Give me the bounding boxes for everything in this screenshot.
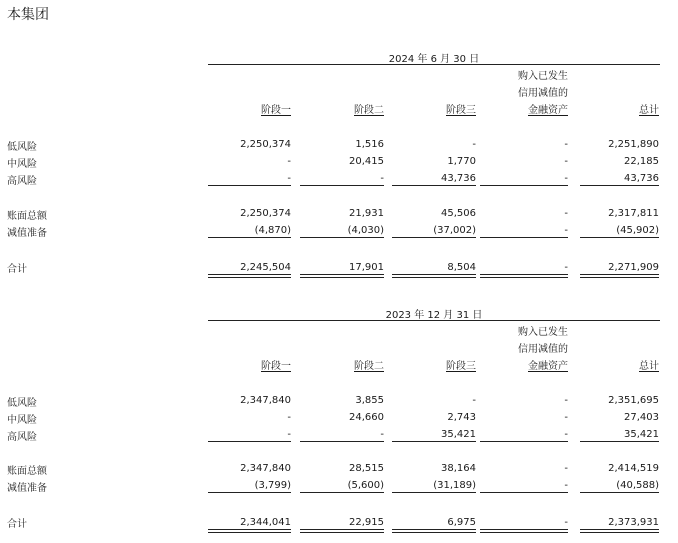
total-rule xyxy=(480,529,568,533)
cell: 2,344,041 xyxy=(240,517,291,528)
total-rule xyxy=(300,274,384,278)
cell: 21,931 xyxy=(349,208,384,219)
subtotal-rule xyxy=(208,441,291,442)
cell: 43,736 xyxy=(624,173,659,184)
header-total: 总计 xyxy=(639,105,659,116)
cell: (3,799) xyxy=(254,480,291,491)
cell: - xyxy=(380,429,384,440)
cell: - xyxy=(564,156,568,167)
total-rule xyxy=(480,274,568,278)
cell: 8,504 xyxy=(447,262,476,273)
header-purchased-line2: 信用减值的 xyxy=(518,88,568,99)
total-rule xyxy=(580,274,659,278)
cell: - xyxy=(380,173,384,184)
cell: - xyxy=(564,429,568,440)
cell: 24,660 xyxy=(349,412,384,423)
table-date: 2023 年 12 月 31 日 xyxy=(385,310,483,321)
subtotal-rule xyxy=(392,185,476,186)
header-stage2: 阶段二 xyxy=(354,105,384,116)
row-label-sum: 合计 xyxy=(7,264,27,275)
header-purchased-line3: 金融资产 xyxy=(528,105,568,116)
header-total: 总计 xyxy=(639,361,659,372)
subtotal-rule xyxy=(300,185,384,186)
cell: (31,189) xyxy=(433,480,476,491)
subtotal-rule xyxy=(300,237,384,238)
cell: 2,347,840 xyxy=(240,395,291,406)
row-label-high: 高风险 xyxy=(7,432,37,443)
subtotal-rule xyxy=(300,492,384,493)
cell: (4,870) xyxy=(254,225,291,236)
subtotal-rule xyxy=(392,441,476,442)
cell: 20,415 xyxy=(349,156,384,167)
cell: - xyxy=(287,173,291,184)
cell: 2,250,374 xyxy=(240,139,291,150)
cell: 2,250,374 xyxy=(240,208,291,219)
cell: (37,002) xyxy=(433,225,476,236)
cell: 45,506 xyxy=(441,208,476,219)
cell: (40,588) xyxy=(616,480,659,491)
subtotal-rule xyxy=(480,441,568,442)
row-label-gross: 账面总额 xyxy=(7,211,47,222)
cell: 2,743 xyxy=(447,412,476,423)
cell: 22,915 xyxy=(349,517,384,528)
row-label-sum: 合计 xyxy=(7,519,27,530)
cell: - xyxy=(564,208,568,219)
header-purchased-line2: 信用减值的 xyxy=(518,344,568,355)
row-label-gross: 账面总额 xyxy=(7,466,47,477)
cell: - xyxy=(564,139,568,150)
cell: - xyxy=(472,139,476,150)
row-label-mid: 中风险 xyxy=(7,415,37,426)
total-rule xyxy=(208,274,291,278)
row-label-high: 高风险 xyxy=(7,176,37,187)
row-label-low: 低风险 xyxy=(7,142,37,153)
cell: 2,351,695 xyxy=(608,395,659,406)
cell: - xyxy=(287,412,291,423)
cell: (4,030) xyxy=(347,225,384,236)
cell: 2,251,890 xyxy=(608,139,659,150)
cell: 43,736 xyxy=(441,173,476,184)
row-label-low: 低风险 xyxy=(7,398,37,409)
cell: (45,902) xyxy=(616,225,659,236)
cell: 17,901 xyxy=(349,262,384,273)
subtotal-rule xyxy=(580,237,659,238)
subtotal-rule xyxy=(392,492,476,493)
cell: 22,185 xyxy=(624,156,659,167)
header-purchased-line1: 购入已发生 xyxy=(518,71,568,82)
page-title: 本集团 xyxy=(7,7,49,23)
subtotal-rule xyxy=(580,185,659,186)
cell: - xyxy=(564,412,568,423)
cell: 1,770 xyxy=(447,156,476,167)
cell: 35,421 xyxy=(441,429,476,440)
cell: 2,414,519 xyxy=(608,463,659,474)
subtotal-rule xyxy=(208,492,291,493)
header-rule xyxy=(208,64,660,65)
cell: - xyxy=(564,395,568,406)
subtotal-rule xyxy=(480,237,568,238)
cell: 2,317,811 xyxy=(608,208,659,219)
cell: 35,421 xyxy=(624,429,659,440)
cell: (5,600) xyxy=(347,480,384,491)
cell: - xyxy=(287,429,291,440)
table-date: 2024 年 6 月 30 日 xyxy=(388,54,480,65)
cell: 28,515 xyxy=(349,463,384,474)
header-stage1: 阶段一 xyxy=(261,105,291,116)
header-purchased-line3: 金融资产 xyxy=(528,361,568,372)
subtotal-rule xyxy=(208,185,291,186)
cell: 2,245,504 xyxy=(240,262,291,273)
cell: 2,347,840 xyxy=(240,463,291,474)
subtotal-rule xyxy=(208,237,291,238)
subtotal-rule xyxy=(580,492,659,493)
header-stage1: 阶段一 xyxy=(261,361,291,372)
subtotal-rule xyxy=(392,237,476,238)
total-rule xyxy=(300,529,384,533)
cell: - xyxy=(564,173,568,184)
cell: 27,403 xyxy=(624,412,659,423)
cell: 3,855 xyxy=(355,395,384,406)
row-label-mid: 中风险 xyxy=(7,159,37,170)
header-stage3: 阶段三 xyxy=(446,361,476,372)
header-stage2: 阶段二 xyxy=(354,361,384,372)
total-rule xyxy=(392,529,476,533)
subtotal-rule xyxy=(300,441,384,442)
cell: 1,516 xyxy=(355,139,384,150)
cell: - xyxy=(564,225,568,236)
header-purchased-line1: 购入已发生 xyxy=(518,327,568,338)
row-label-allowance: 减值准备 xyxy=(7,228,47,239)
cell: - xyxy=(472,395,476,406)
cell: 2,373,931 xyxy=(608,517,659,528)
header-rule xyxy=(208,320,660,321)
cell: 2,271,909 xyxy=(608,262,659,273)
cell: - xyxy=(564,480,568,491)
cell: 38,164 xyxy=(441,463,476,474)
cell: - xyxy=(287,156,291,167)
total-rule xyxy=(392,274,476,278)
cell: - xyxy=(564,262,568,273)
cell: 6,975 xyxy=(447,517,476,528)
cell: - xyxy=(564,463,568,474)
subtotal-rule xyxy=(480,492,568,493)
total-rule xyxy=(208,529,291,533)
subtotal-rule xyxy=(480,185,568,186)
total-rule xyxy=(580,529,659,533)
subtotal-rule xyxy=(580,441,659,442)
cell: - xyxy=(564,517,568,528)
row-label-allowance: 减值准备 xyxy=(7,483,47,494)
header-stage3: 阶段三 xyxy=(446,105,476,116)
